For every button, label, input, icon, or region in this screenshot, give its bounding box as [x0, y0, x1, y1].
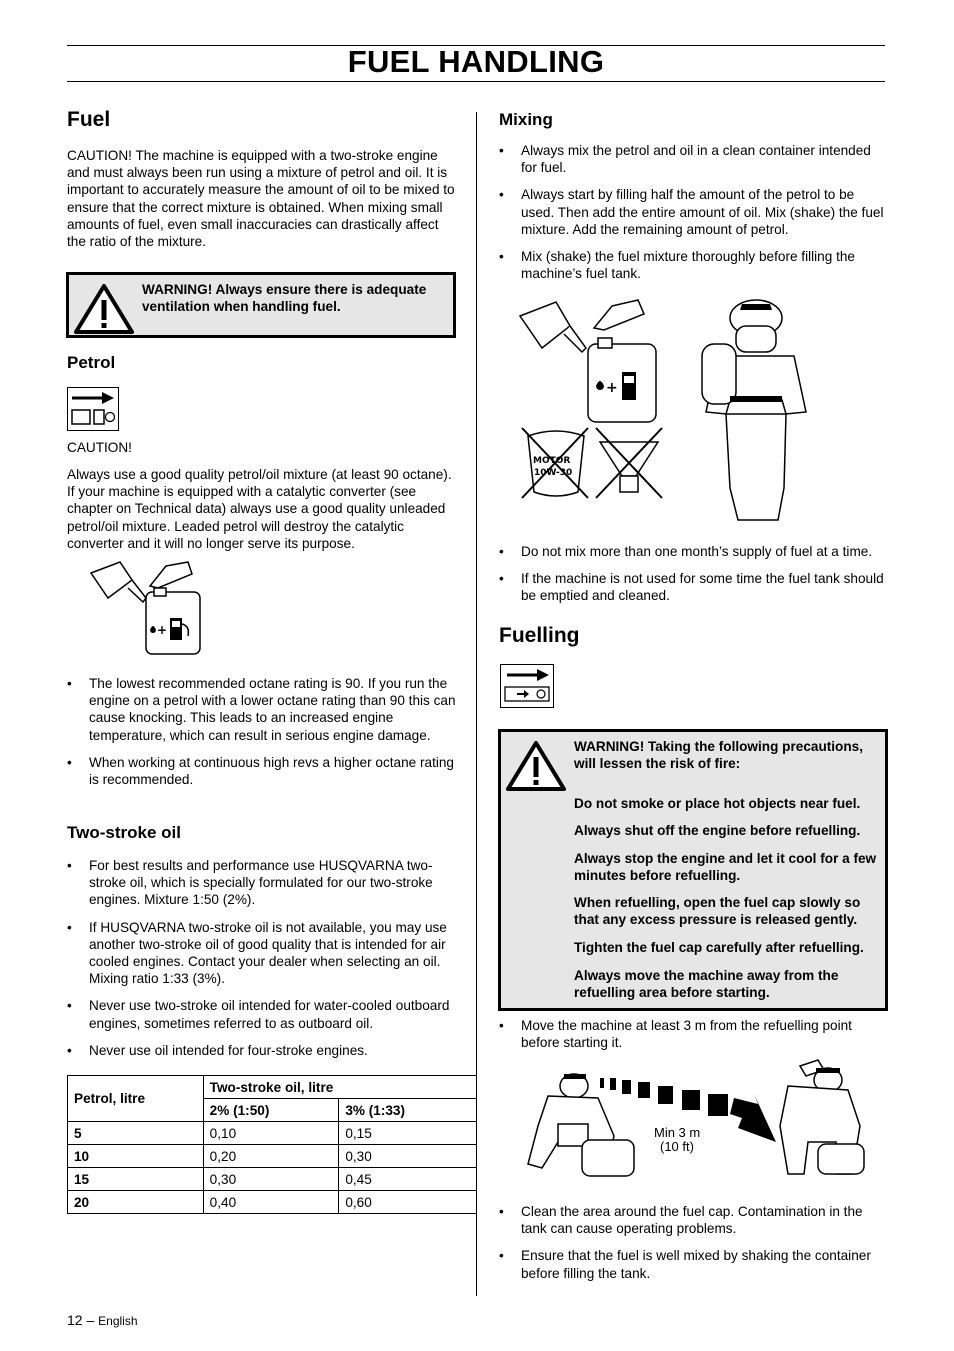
fire-warning-item: Always shut off the engine before refuelling.	[574, 823, 861, 838]
read-manual-symbol-2	[500, 664, 554, 708]
table-cell: 15	[68, 1168, 204, 1191]
table-row	[68, 1145, 477, 1168]
petrol-bullet-list	[67, 675, 457, 798]
table-header-3pct: 3% (1:33)	[339, 1099, 477, 1122]
svg-text:+: +	[606, 380, 618, 396]
list-item: • The lowest recommended octane rating is 90. If you run the engine on a petrol with a lower octane rating than 90 this can cause knocking. This leads to an increased engine temperature, which can result in serious engine damage.	[67, 675, 457, 744]
move-bullet-list	[499, 1017, 887, 1061]
table-header-2pct: 2% (1:50)	[203, 1099, 339, 1122]
fire-warning-item: Tighten the fuel cap carefully after refuelling.	[574, 940, 864, 955]
table-cell: 10	[68, 1145, 204, 1168]
list-item: • Always start by filling half the amount of the petrol to be used. Then add the entire amount of oil. Mix (shake) the fuel mixture. Add the remaining amount of petrol.	[499, 186, 887, 238]
ventilation-warning-text: WARNING! Always ensure there is adequate ventilation when handling fuel.	[142, 282, 427, 315]
list-item: • If HUSQVARNA two-stroke oil is not available, you may use another two-stroke oil of good quality that is intended for air cooled engines. Contact your dealer when selecting an oil. Mixing ratio 1:33 (3%).	[67, 919, 457, 988]
oil-can-label: MOTOR	[533, 456, 571, 466]
svg-text:+: +	[157, 623, 168, 637]
two-stroke-oil-heading: Two-stroke oil	[67, 823, 181, 842]
list-item: • For best results and performance use HUSQVARNA two-stroke oil, which is specially formulated for our two-stroke engines. Mixture 1:50 (2%).	[67, 857, 457, 909]
arrow-right-icon	[501, 665, 552, 706]
table-cell: 0,40	[203, 1191, 339, 1214]
arrow-right-icon	[68, 388, 117, 429]
table-cell: 0,45	[339, 1168, 477, 1191]
fuelling-heading: Fuelling	[499, 624, 580, 647]
list-item: • When working at continuous high revs a higher octane rating is recommended.	[67, 754, 457, 788]
list-item: • Never use two-stroke oil intended for water-cooled outboard engines, sometimes referred to as outboard oil.	[67, 997, 457, 1031]
table-header-petrol: Petrol, litre	[68, 1076, 204, 1122]
distance-label-imperial: (10 ft)	[660, 1139, 694, 1154]
petrol-text: Always use a good quality petrol/oil mixture (at least 90 octane). If your machine is equipped with a catalytic converter (see chapter on Technical data) always use a good quality unleaded petrol/oil mixture. Leaded petrol will destroy the catalytic converter and it will no longer serve its purpose.	[67, 467, 452, 551]
table-cell: 20	[68, 1191, 204, 1214]
mixing-bullet-list	[499, 142, 887, 292]
list-item: • Do not mix more than one month’s supply of fuel at a time.	[499, 543, 887, 560]
warning-triangle-icon	[505, 740, 567, 792]
distance-label-metric: Min 3 m	[654, 1125, 701, 1140]
fire-warning-item: Always stop the engine and let it cool for a few minutes before refuelling.	[574, 851, 877, 884]
page-number: 12 –	[67, 1312, 95, 1328]
table-cell: 0,10	[203, 1122, 339, 1145]
table-row	[68, 1122, 477, 1145]
final-bullet-list	[499, 1203, 887, 1292]
mixing-heading: Mixing	[499, 110, 553, 129]
table-header-oil: Two-stroke oil, litre	[203, 1076, 476, 1099]
fuel-mixing-illustration	[88, 558, 206, 658]
fuel-caution-text: CAUTION! The machine is equipped with a two-stroke engine and must always been run using a mixture of petrol and oil. It is important to accurately measure the amount of oil to be mixed to ensure that the correct mixture is obtained. When mixing small amounts of fuel, even small inaccuracies can drastically affect the ratio of the mixture.	[67, 148, 455, 250]
mixing-bullet-list-2	[499, 543, 887, 615]
table-row	[68, 1168, 477, 1191]
fire-warning-item: Do not smoke or place hot objects near fuel.	[574, 796, 861, 811]
fire-risk-warning-box	[498, 729, 888, 1011]
table-cell: 0,30	[339, 1145, 477, 1168]
list-item: • Move the machine at least 3 m from the refuelling point before starting it.	[499, 1017, 887, 1051]
list-item: • Always mix the petrol and oil in a clean container intended for fuel.	[499, 142, 887, 176]
refuelling-distance-illustration	[518, 1056, 880, 1188]
table-cell: 0,30	[203, 1168, 339, 1191]
fire-warning-item: When refuelling, open the fuel cap slowly so that any excess pressure is released gently.	[574, 895, 861, 928]
list-item: • Clean the area around the fuel cap. Contamination in the tank can cause operating problems.	[499, 1203, 887, 1237]
read-manual-symbol	[67, 387, 119, 431]
table-cell: 0,20	[203, 1145, 339, 1168]
list-item: • If the machine is not used for some time the fuel tank should be emptied and cleaned.	[499, 570, 887, 604]
list-item: • Never use oil intended for four-stroke engines.	[67, 1042, 457, 1059]
petrol-heading: Petrol	[67, 353, 116, 372]
fire-warning-intro: WARNING! Taking the following precautions, will lessen the risk of fire:	[574, 739, 863, 772]
warning-triangle-icon	[73, 283, 135, 335]
table-cell: 0,15	[339, 1122, 477, 1145]
oil-can-viscosity: 10W-30	[534, 468, 573, 478]
mixing-ratio-table	[67, 1075, 477, 1214]
table-row	[68, 1191, 477, 1214]
mixing-illustration	[516, 288, 816, 524]
page-footer	[67, 1312, 138, 1328]
footer-language: English	[98, 1314, 138, 1328]
oil-bullet-list	[67, 857, 457, 1069]
list-item: • Mix (shake) the fuel mixture thoroughly before filling the machine’s fuel tank.	[499, 248, 887, 282]
page-title: FUEL HANDLING	[347, 44, 605, 79]
ventilation-warning-box	[66, 272, 456, 338]
table-cell: 5	[68, 1122, 204, 1145]
fire-warning-item: Always move the machine away from the refuelling area before starting.	[574, 968, 839, 1001]
table-cell: 0,60	[339, 1191, 477, 1214]
header-rule-bottom	[67, 81, 885, 82]
fuel-heading: Fuel	[67, 108, 111, 131]
petrol-caution-label: CAUTION!	[67, 440, 132, 455]
list-item: • Ensure that the fuel is well mixed by shaking the container before filling the tank.	[499, 1247, 887, 1281]
